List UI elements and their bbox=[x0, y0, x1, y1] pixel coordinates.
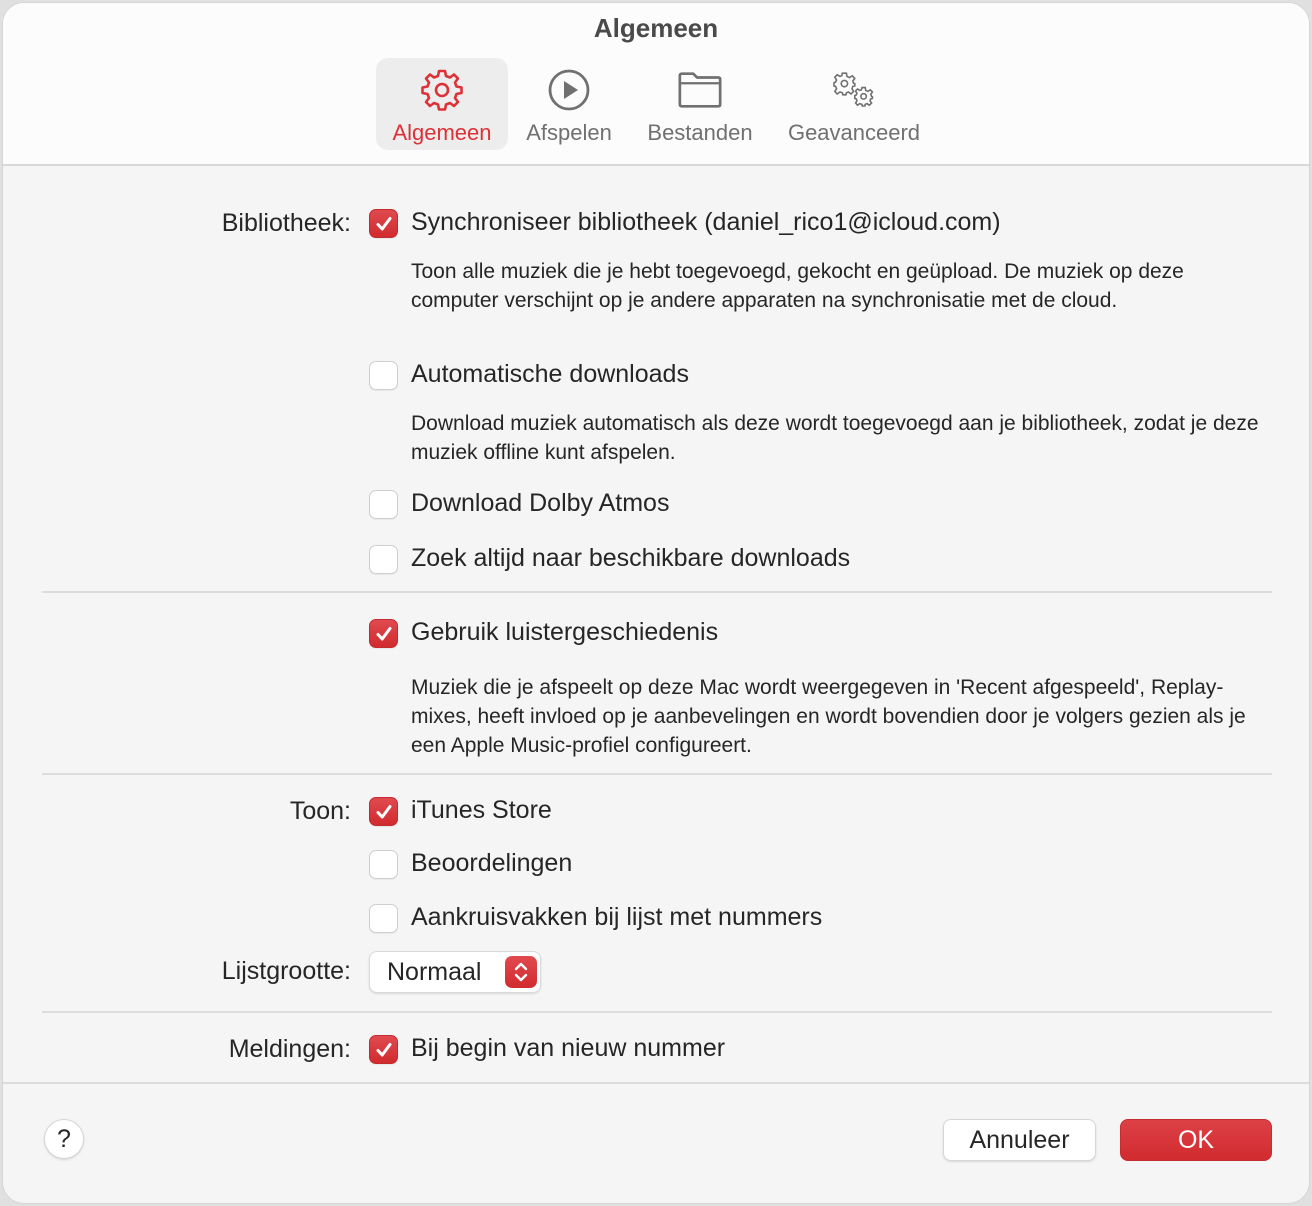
folder-icon bbox=[676, 66, 724, 114]
itunes-store-label: iTunes Store bbox=[411, 796, 552, 824]
auto-downloads-checkbox[interactable] bbox=[369, 361, 398, 390]
play-circle-icon bbox=[545, 66, 593, 114]
auto-downloads-label: Automatische downloads bbox=[411, 360, 689, 388]
dolby-atmos-label: Download Dolby Atmos bbox=[411, 489, 670, 517]
list-size-label: Lijstgrootte: bbox=[221, 957, 351, 985]
auto-downloads-row bbox=[3, 357, 1309, 393]
ratings-row bbox=[3, 846, 1309, 882]
gear-icon bbox=[418, 66, 466, 114]
tab-advanced-label: Geavanceerd bbox=[787, 120, 921, 145]
list-size-row bbox=[3, 951, 1309, 995]
song-checkboxes-checkbox[interactable] bbox=[369, 904, 398, 933]
footer-separator bbox=[3, 1082, 1309, 1084]
listening-history-label: Gebruik luistergeschiedenis bbox=[411, 618, 719, 646]
song-checkboxes-label: Aankruisvakken bij lijst met nummers bbox=[411, 903, 823, 931]
ratings-checkbox[interactable] bbox=[369, 850, 398, 879]
check-downloads-row bbox=[3, 541, 1309, 577]
listening-history-description: Muziek die je afspeelt op deze Mac wordt weergegeven in 'Recent afgespeeld', Replay-mixes, heeft invloed op je aanbevelingen en wordt bovendien door je volgers gezien als je een Apple Music-profiel configureert. bbox=[411, 676, 1246, 757]
tab-general-label: Algemeen bbox=[392, 120, 492, 145]
ok-button[interactable]: OK bbox=[1120, 1119, 1272, 1161]
check-downloads-label: Zoek altijd naar beschikbare downloads bbox=[411, 544, 851, 572]
updown-chevron-icon bbox=[505, 956, 537, 988]
preferences-window bbox=[2, 2, 1310, 1204]
cancel-button[interactable]: Annuleer bbox=[943, 1119, 1096, 1161]
show-label: Toon: bbox=[289, 797, 351, 825]
window-title: Algemeen bbox=[593, 13, 719, 43]
new-song-notification-label: Bij begin van nieuw nummer bbox=[411, 1034, 726, 1062]
tab-general[interactable] bbox=[376, 58, 508, 150]
checkmark-icon bbox=[374, 624, 394, 644]
new-song-notification-checkbox[interactable] bbox=[369, 1035, 398, 1064]
separator bbox=[42, 1011, 1272, 1013]
itunes-store-row bbox=[3, 793, 1309, 829]
notifications-label: Meldingen: bbox=[228, 1035, 351, 1063]
checkmark-icon bbox=[374, 802, 394, 822]
tab-bar bbox=[376, 58, 938, 150]
listening-history-checkbox[interactable] bbox=[369, 619, 398, 648]
sync-library-label: Synchroniseer bibliotheek (daniel_rico1@icloud.com) bbox=[411, 208, 1001, 236]
list-size-popup[interactable] bbox=[369, 951, 541, 993]
sync-library-description: Toon alle muziek die je hebt toegevoegd, gekocht en geüpload. De muziek op deze computer verschijnt op je andere apparaten na synchronisatie met de cloud. bbox=[411, 260, 1184, 312]
tab-files[interactable] bbox=[630, 58, 770, 150]
itunes-store-checkbox[interactable] bbox=[369, 797, 398, 826]
help-button[interactable]: ? bbox=[44, 1119, 84, 1159]
toolbar bbox=[3, 3, 1309, 166]
sync-library-checkbox[interactable] bbox=[369, 209, 398, 238]
list-size-value: Normaal bbox=[387, 958, 482, 986]
checkmark-icon bbox=[374, 1040, 394, 1060]
tab-files-label: Bestanden bbox=[647, 120, 753, 145]
library-label: Bibliotheek: bbox=[221, 209, 351, 237]
auto-downloads-description: Download muziek automatisch als deze wordt toegevoegd aan je bibliotheek, zodat je deze muziek offline kunt afspelen. bbox=[411, 412, 1259, 464]
tab-playback-label: Afspelen bbox=[526, 120, 612, 145]
checkmark-icon bbox=[374, 214, 394, 234]
notifications-row bbox=[3, 1031, 1309, 1067]
sync-library-row bbox=[3, 205, 1309, 241]
listening-history-row bbox=[3, 615, 1309, 651]
dolby-atmos-row bbox=[3, 486, 1309, 522]
check-downloads-checkbox[interactable] bbox=[369, 545, 398, 574]
dolby-atmos-checkbox[interactable] bbox=[369, 490, 398, 519]
tab-advanced[interactable] bbox=[770, 58, 938, 150]
gears-icon bbox=[830, 66, 878, 114]
separator bbox=[42, 591, 1272, 593]
separator bbox=[42, 773, 1272, 775]
song-checkboxes-row bbox=[3, 900, 1309, 936]
ratings-label: Beoordelingen bbox=[411, 849, 573, 877]
tab-playback[interactable] bbox=[508, 58, 630, 150]
